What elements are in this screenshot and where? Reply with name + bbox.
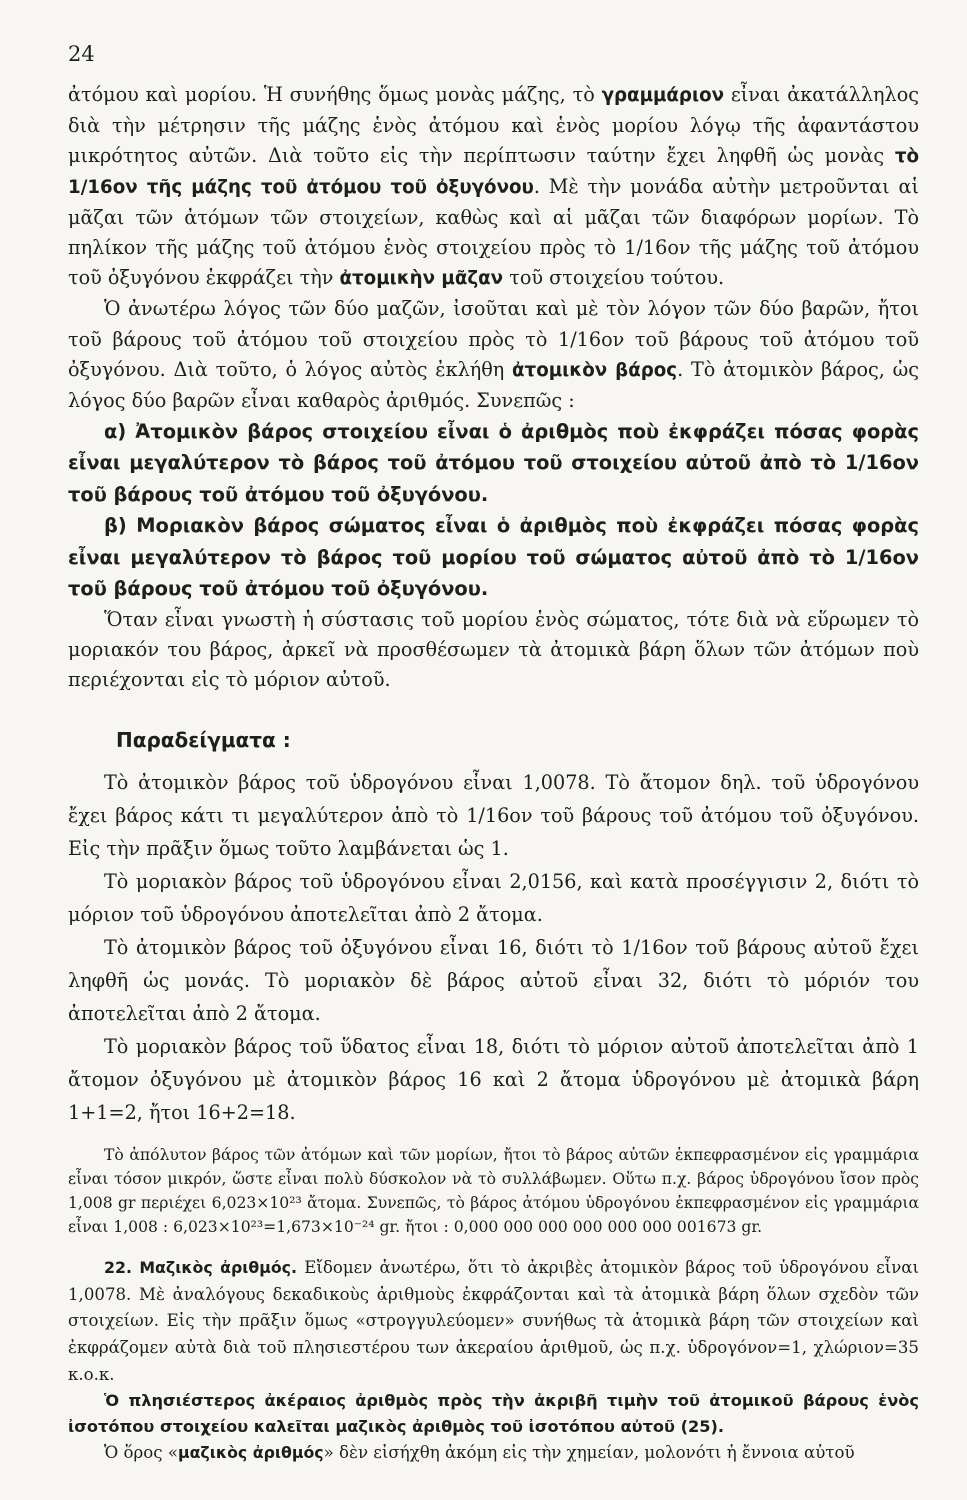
page-number: 24 xyxy=(68,42,95,66)
text-run: εἶναι ἀκατάλληλος διὰ τὴν μέτρησιν τῆς μάζης ἑνὸς ἀτόμου καὶ ἑνὸς μορίου λόγῳ τῆς ἀφαντάστου μικρότητος αὐτῶν. Διὰ τοῦτο εἰς τὴν περίπτωσιν ταύτην ἔχει ληφθῆ ὡς μονὰς xyxy=(68,83,920,168)
example-hydrogen-atomic: Τὸ ἀτομικὸν βάρος τοῦ ὑδρογόνου εἶναι 1,0078. Τὸ ἄτομον δηλ. τοῦ ὑδρογόνου ἔχει βάρος κάτι τι μεγαλύτερον ἀπὸ τὸ 1/16ον τοῦ βάρους τοῦ ἀτόμου τοῦ ὀξυγόνου. Εἰς τὴν πρᾶξιν ὅμως τοῦτο λαμβάνεται ὡς 1. xyxy=(68,770,919,860)
examples-block xyxy=(68,766,919,1129)
text-run: » δὲν εἰσήχθη ἀκόμη εἰς τὴν χημείαν, μολονότι ἡ ἔννοια αὐτοῦ xyxy=(323,1442,855,1462)
footnote-block xyxy=(68,1143,919,1240)
text-run: . Τὸ ἀτομικὸν βάρος, ὡς λόγος δύο βαρῶν εἶναι καθαρὸς ἀριθμός. Συνεπῶς : xyxy=(68,357,920,412)
paragraph-molecular-sum: Ὅταν εἶναι γνωστὴ ἡ σύστασις τοῦ μορίου ἑνὸς σώματος, τότε διὰ νὰ εὕρωμεν τὸ μοριακόν του βάρος, ἀρκεῖ νὰ προσθέσωμεν τὰ ἀτομικὰ βάρη ὅλων τῶν ἀτόμων ποὺ περιέχονται εἰς τὸ μόριον αὐτοῦ. xyxy=(68,607,919,692)
definition-mass-number: Ὁ πλησιέστερος ἀκέραιος ἀριθμὸς πρὸς τὴν ἀκριβῆ τιμὴν τοῦ ἀτομικοῦ βάρους ἑνὸς ἰσοτόπου στοιχείου καλεῖται μαζικὸς ἀριθμὸς τοῦ ἰσοτόπου αὐτοῦ (25). xyxy=(68,1391,919,1437)
footnote-absolute-weight: Τὸ ἀπόλυτον βάρος τῶν ἀτόμων καὶ τῶν μορίων, ἤτοι τὸ βάρος αὐτῶν ἐκπεφρασμένον εἰς γραμμάρια εἶναι τόσον μικρόν, ὥστε εἶναι πολὺ δύσκολον νὰ τὸ συλλάβωμεν. Οὕτω π.χ. βάρος ὑδρογόνου ἴσον πρὸς 1,008 gr περιέχει 6,023×10²³ ἄτομα. Συνεπῶς, τὸ βάρος ἀτόμου ὑδρογόνου ἐκπεφρασμένον εἰς γραμμάρια εἶναι 1,008 : 6,023×10²³=1,673×10⁻²⁴ gr. ἤτοι : 0,000 000 000 000 000 000 001673 gr. xyxy=(68,1145,919,1237)
term-gram: γραμμάριον xyxy=(601,85,725,106)
term-atomic-mass: ἀτομικὴν μᾶζαν xyxy=(339,268,504,290)
example-oxygen: Τὸ ἀτομικὸν βάρος τοῦ ὀξυγόνου εἶναι 16, διότι τὸ 1/16ον τοῦ βάρους αὐτοῦ ἔχει ληφθῆ ὡς μονάς. Τὸ μοριακὸν δὲ βάρος αὐτοῦ εἶναι 32, διότι τὸ μόριόν του ἀποτελεῖται ἀπὸ 2 ἄτομα. xyxy=(68,935,919,1025)
definition-molecular-weight: β) Μοριακὸν βάρος σώματος εἶναι ὁ ἀριθμὸς ποὺ ἐκφράζει πόσας φορὰς εἶναι μεγαλύτερον τὸ βάρος τοῦ μορίου τοῦ σώματος αὐτοῦ ἀπὸ τὸ 1/16ον τοῦ βάρους τοῦ ἀτόμου τοῦ ὀξυγόνου. xyxy=(68,514,919,601)
term-mass-number: μαζικὸς ἀριθμός xyxy=(178,1442,324,1462)
text-run: Ὁ ἀνωτέρω λόγος τῶν δύο μαζῶν, ἰσοῦται καὶ μὲ τὸν λόγον τῶν δύο βαρῶν, ἤτοι τοῦ βάρους τοῦ ἀτόμου τοῦ στοιχείου πρὸς τὸ 1/16ον τοῦ βάρους τοῦ ἀτόμου τοῦ ὀξυγόνου. Διὰ τοῦτο, ὁ λόγος αὐτὸς ἐκλήθη xyxy=(68,297,919,381)
section-22 xyxy=(68,1255,919,1466)
term-unit: τὸ 1/16ον τῆς μάζης τοῦ ἀτόμου τοῦ ὀξυγόνου xyxy=(68,146,919,198)
text-run: Εἴδομεν ἀνωτέρω, ὅτι τὸ ἀκριβὲς ἀτομικὸν βάρος τοῦ ὑδρογόνου εἶναι 1,0078. Μὲ ἀναλόγους δεκαδικοὺς ἀριθμοὺς ἐκφράζονται καὶ τὰ ἀτομικὰ βάρη ὅλων σχεδὸν τῶν στοιχείων. Εἰς τὴν πρᾶξιν ὅμως «στρογγυλεύομεν» συνήθως τὰ ἀτομικὰ βάρη τῶν στοιχείων καὶ ἐκφράζομεν αὐτὰ διὰ τοῦ πλησιεστέρου των ἀκεραίου ἀριθμοῦ, ὡς π.χ. ὑδρογόνον=1, χλώριον=35 κ.ο.κ. xyxy=(68,1258,919,1384)
examples-heading: Παραδείγματα : xyxy=(116,727,291,752)
paragraph-atomic-mass xyxy=(68,80,919,294)
example-water: Τὸ μοριακὸν βάρος τοῦ ὕδατος εἶναι 18, διότι τὸ μόριον αὐτοῦ ἀποτελεῖται ἀπὸ 1 ἄτομον ὀξυγόνου μὲ ἀτομικὸν βάρος 16 καὶ 2 ἄτομα ὑδρογόνου μὲ ἀτομικὰ βάρη 1+1=2, ἤτοι 16+2=18. xyxy=(68,1034,919,1124)
example-hydrogen-molecular: Τὸ μοριακὸν βάρος τοῦ ὑδρογόνου εἶναι 2,0156, καὶ κατὰ προσέγγισιν 2, διότι τὸ μόριον τοῦ ὑδρογόνου ἀποτελεῖται ἀπὸ 2 ἄτομα. xyxy=(68,869,919,926)
text-run: ἀτόμου καὶ μορίου. Ἡ συνήθης ὅμως μονὰς μάζης, τὸ xyxy=(68,83,602,106)
term-atomic-weight: ἀτομικὸν βάρος xyxy=(512,359,678,381)
text-run: Ὁ ὅρος « xyxy=(104,1442,178,1462)
text-run: τοῦ στοιχείου τούτου. xyxy=(503,266,725,290)
section-22-title: 22. Μαζικὸς ἀριθμός. xyxy=(104,1258,298,1278)
paragraph-atomic-weight xyxy=(68,294,919,416)
text-run: . Μὲ τὴν μονάδα αὐτὴν μετροῦνται αἱ μᾶζαι τῶν ἀτόμων τῶν στοιχείων, καθὼς καὶ αἱ μᾶζαι τῶν διαφόρων μορίων. Τὸ πηλίκον τῆς μάζης τοῦ ἀτόμου ἑνὸς στοιχείου πρὸς τὸ 1/16ον τῆς μάζης τοῦ ἀτόμου τοῦ ὀξυγόνου ἐκφράζει τὴν xyxy=(68,174,919,290)
definition-atomic-weight: α) Ἀτομικὸν βάρος στοιχείου εἶναι ὁ ἀριθμὸς ποὺ ἐκφράζει πόσας φορὰς εἶναι μεγαλύτερον τὸ βάρος τοῦ ἀτόμου τοῦ στοιχείου αὐτοῦ ἀπὸ τὸ 1/16ον τοῦ βάρους τοῦ ἀτόμου τοῦ ὀξυγόνου. xyxy=(68,419,919,506)
section-22-last-line xyxy=(68,1440,919,1467)
section-22-intro xyxy=(68,1255,919,1388)
